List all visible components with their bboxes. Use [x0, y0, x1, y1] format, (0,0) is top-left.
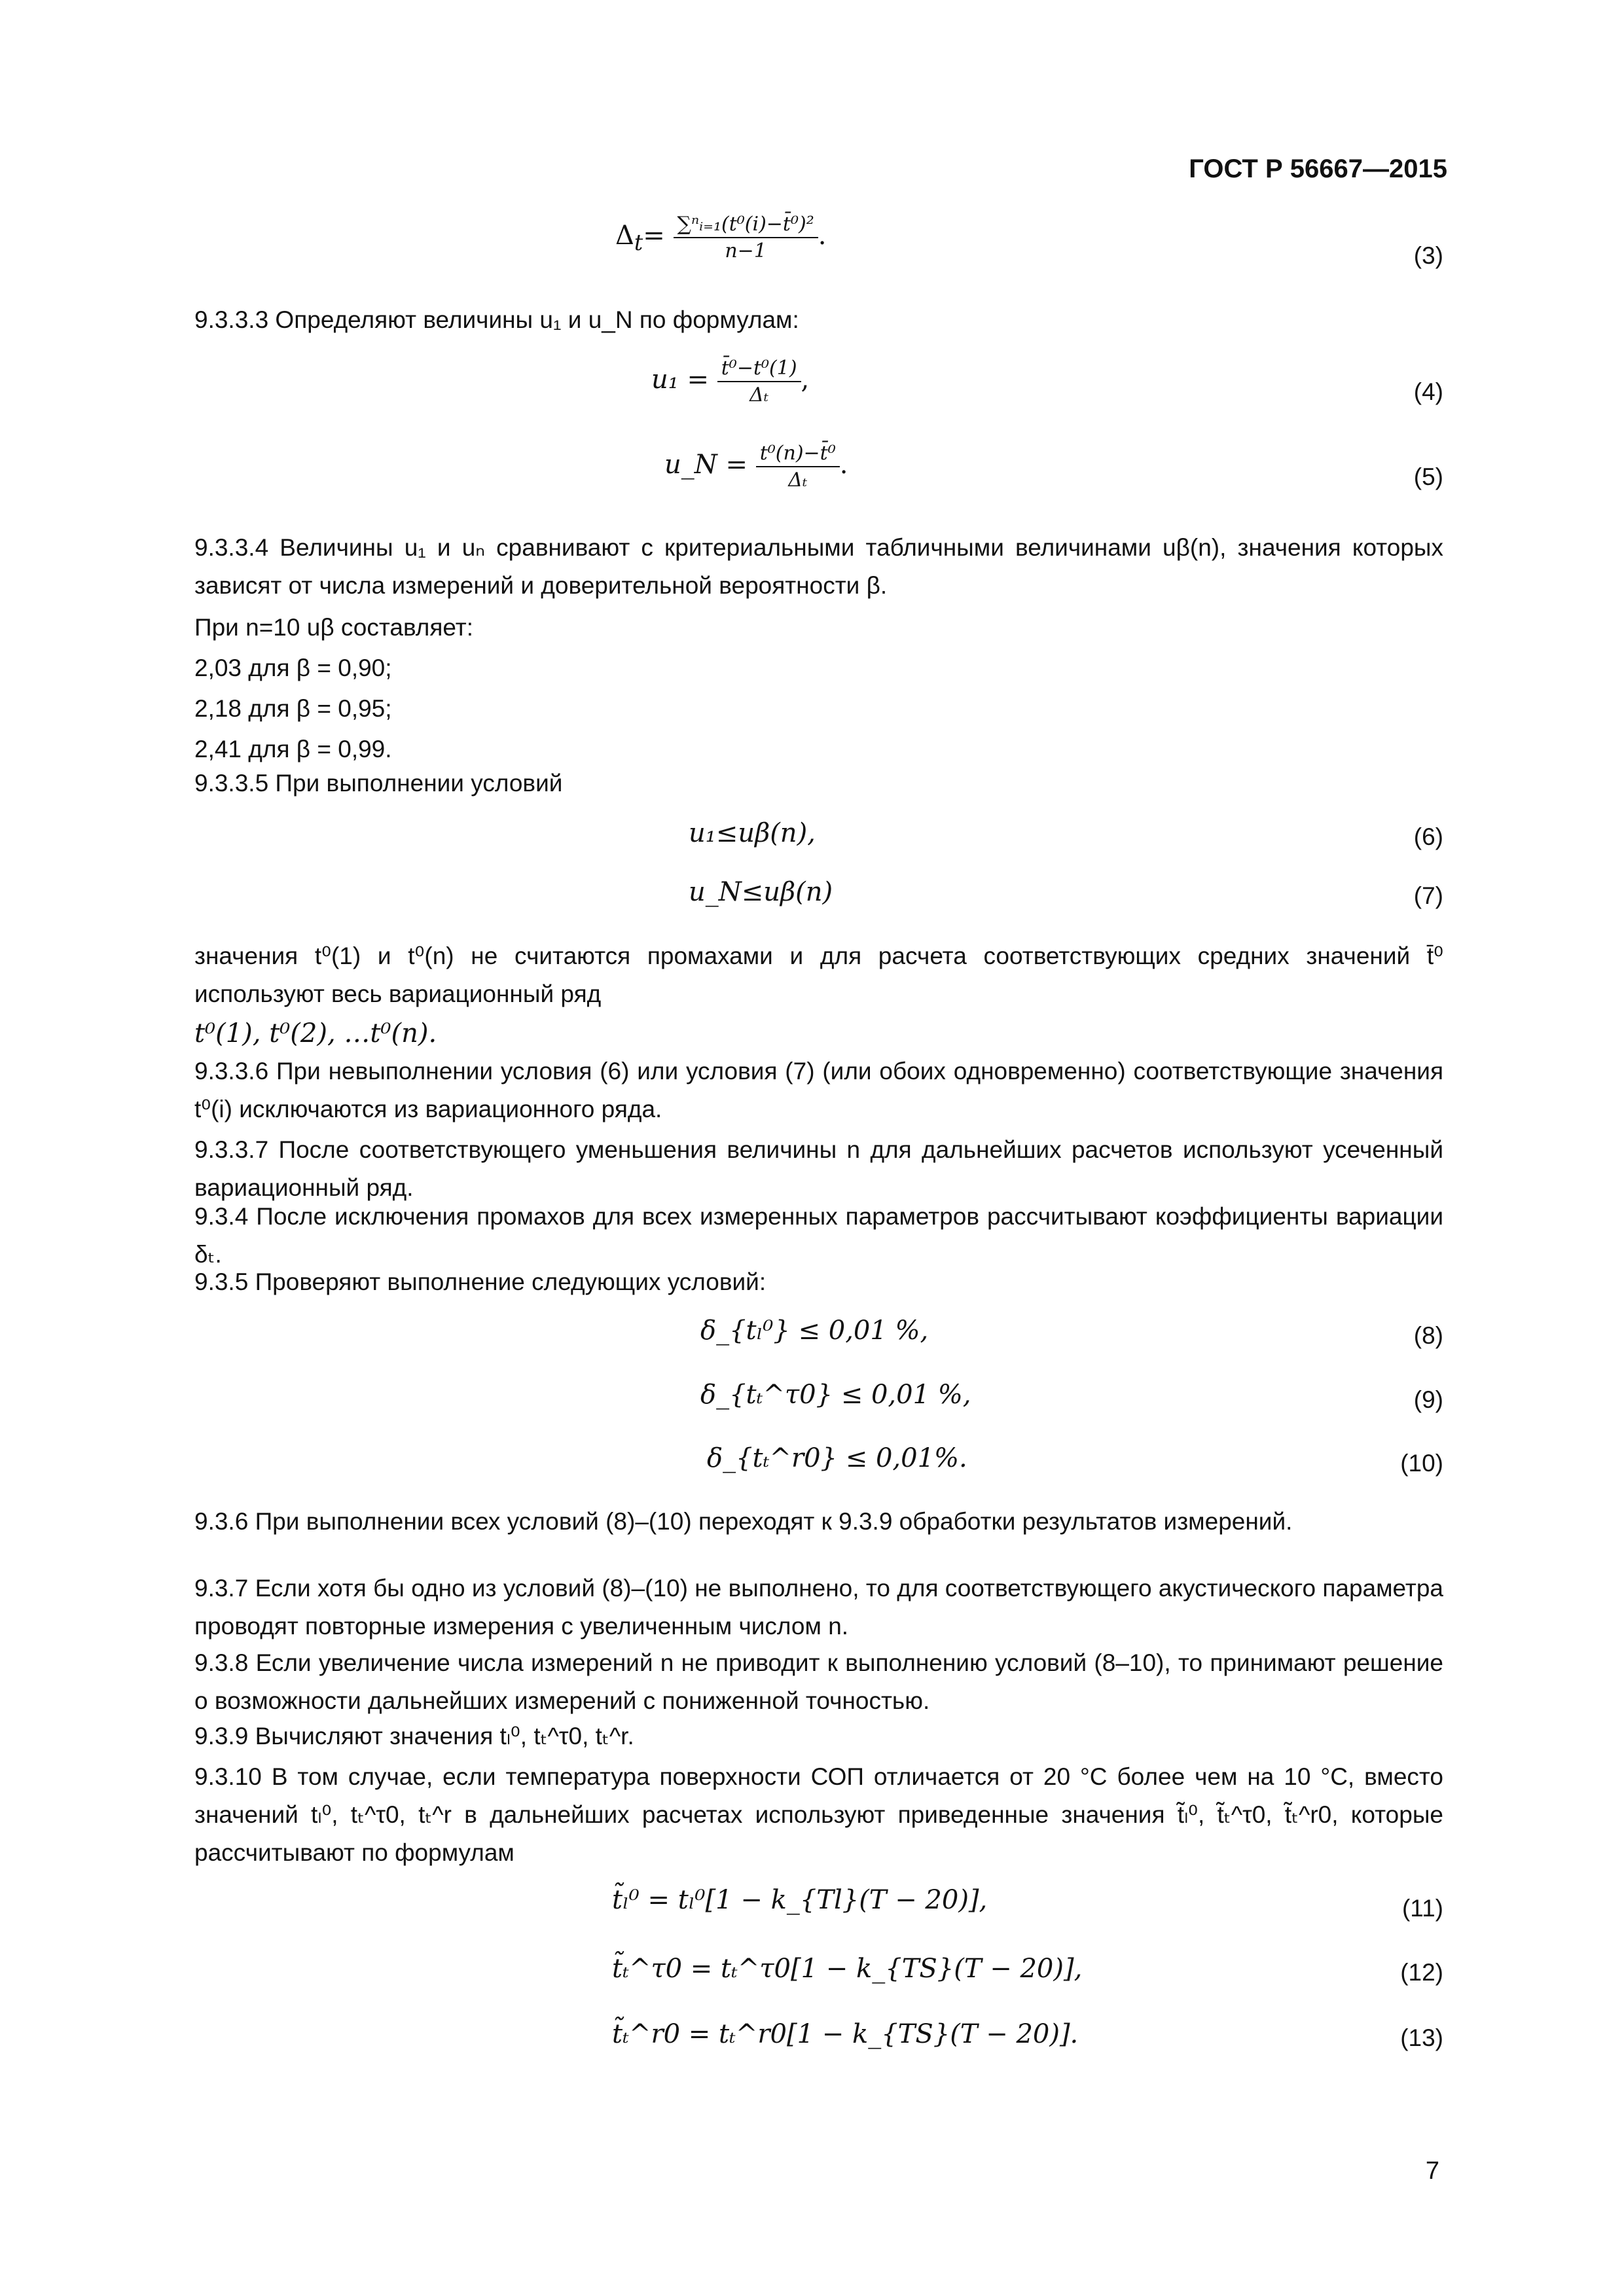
equation-3-number: (3)	[1413, 242, 1443, 269]
equation-7: u_N≤uβ(n)	[689, 877, 833, 907]
equation-8-number: (8)	[1413, 1322, 1443, 1349]
eq3-numerator: ∑ⁿᵢ₌₁(t⁰(i)−t̄⁰)²	[674, 213, 818, 238]
eq4-denominator: Δₜ	[749, 384, 769, 406]
equation-8: δ_{tₗ⁰} ≤ 0,01 %,	[700, 1316, 929, 1346]
document-header: ГОСТ Р 56667—2015	[1189, 154, 1447, 183]
equation-9-number: (9)	[1413, 1386, 1443, 1413]
para-9-3-6: 9.3.6 При выполнении всех условий (8)–(10) переходят к 9.3.9 обработки результатов измерений.	[194, 1508, 1293, 1535]
equation-12-number: (12)	[1400, 1959, 1443, 1986]
equation-12: t̃ₜ^τ0 = tₜ^τ0[1 − k_{TS}(T − 20)],	[612, 1954, 1083, 1984]
equation-10-number: (10)	[1400, 1450, 1443, 1477]
eq5-numerator: t⁰(n)−t̄⁰	[756, 442, 840, 467]
eq3-lhs: Δ	[615, 221, 634, 251]
eq3-sub: t	[634, 230, 643, 255]
list-item-1: 2,03 для β = 0,90;	[194, 655, 392, 681]
equation-10: δ_{tₜ^r0} ≤ 0,01%.	[707, 1443, 967, 1473]
equation-5	[664, 442, 848, 492]
equation-5-number: (5)	[1413, 463, 1443, 490]
equation-11: t̃ₗ⁰ = tₗ⁰[1 − k_{Tl}(T − 20)],	[612, 1885, 988, 1915]
list-item-3: 2,41 для β = 0,99.	[194, 736, 392, 762]
eq5-fraction	[756, 442, 840, 492]
variation-series: t⁰(1), t⁰(2), …t⁰(n).	[194, 1018, 437, 1049]
para-9-3-5: 9.3.5 Проверяют выполнение следующих условий:	[194, 1268, 767, 1295]
eq3-tail: .	[818, 221, 827, 251]
page-number: 7	[1425, 2157, 1439, 2185]
para-9-3-3-3: 9.3.3.3 Определяют величины u₁ и u_N по формулам:	[194, 306, 799, 333]
para-n10: При n=10 uβ составляет:	[194, 614, 473, 641]
para-9-3-9: 9.3.9 Вычисляют значения tₗ⁰, tₜ^τ0, tₜ^r.	[194, 1723, 634, 1749]
equation-3: $\Delta_t=$ $\frac{\text{∑ⁿᵢ₌₁(t⁰(i)−t̄⁰)²}}{n-1}$ .	[615, 213, 827, 262]
eq4-numerator: t̄⁰−t⁰(1)	[717, 357, 801, 382]
equation-11-number: (11)	[1401, 1895, 1443, 1922]
para-9-3-3-7: 9.3.3.7 После соответствующего уменьшения величины n для дальнейших расчетов используют усеченный вариационный ряд.	[194, 1136, 1443, 1201]
eq5-tail: .	[839, 450, 848, 480]
para-9-3-8: 9.3.8 Если увеличение числа измерений n не приводит к выполнению условий (8–10), то принимают решение о возможности дальнейших измерений с пониженной точностью.	[194, 1649, 1443, 1714]
para-9-3-10: 9.3.10 В том случае, если температура поверхности СОП отличается от 20 °С более чем на 10 °С, вместо значений tₗ⁰, tₜ^τ0, tₜ^r в дальнейших расчетах используют приведенные значения t̃ₗ⁰, t̃ₜ^τ0, t̃ₜ^r0, которые рассчитывают по формулам	[194, 1763, 1443, 1866]
list-item-2: 2,18 для β = 0,95;	[194, 695, 392, 722]
para-9-3-3-4: 9.3.3.4 Величины u₁ и uₙ сравнивают с критериальными табличными величинами uβ(n), значения которых зависят от числа измерений и доверительной вероятности β.	[194, 534, 1443, 599]
equation-6-number: (6)	[1413, 823, 1443, 850]
equation-9: δ_{tₜ^τ0} ≤ 0,01 %,	[700, 1380, 971, 1410]
para-9-3-3-5: 9.3.3.5 При выполнении условий	[194, 770, 563, 797]
equation-13: t̃ₜ^r0 = tₜ^r0[1 − k_{TS}(T − 20)].	[612, 2019, 1079, 2049]
eq4-fraction	[717, 357, 801, 406]
para-values: значения t⁰(1) и t⁰(n) не считаются промахами и для расчета соответствующих средних значений t̄⁰ используют весь вариационный ряд	[194, 942, 1443, 1007]
equation-6: u₁≤uβ(n),	[689, 818, 816, 848]
eq5-lhs: u_N =	[664, 450, 748, 480]
para-9-3-4: 9.3.4 После исключения промахов для всех измеренных параметров рассчитывают коэффициенты вариации δₜ.	[194, 1203, 1443, 1268]
eq3-fraction	[674, 213, 818, 262]
eq5-denominator: Δₜ	[788, 469, 808, 492]
equation-7-number: (7)	[1413, 882, 1443, 909]
eq3-denominator: n−1	[725, 240, 767, 262]
equation-4	[651, 357, 809, 406]
eq4-lhs: u₁ =	[651, 365, 710, 395]
para-9-3-3-6: 9.3.3.6 При невыполнении условия (6) или условия (7) (или обоих одновременно) соответствующие значения t⁰(i) исключаются из вариационного ряда.	[194, 1058, 1443, 1122]
eq4-tail: ,	[801, 365, 810, 395]
para-9-3-7: 9.3.7 Если хотя бы одно из условий (8)–(10) не выполнено, то для соответствующего акустического параметра проводят повторные измерения с увеличенным числом n.	[194, 1575, 1443, 1640]
equation-13-number: (13)	[1400, 2024, 1443, 2051]
equation-4-number: (4)	[1413, 378, 1443, 405]
